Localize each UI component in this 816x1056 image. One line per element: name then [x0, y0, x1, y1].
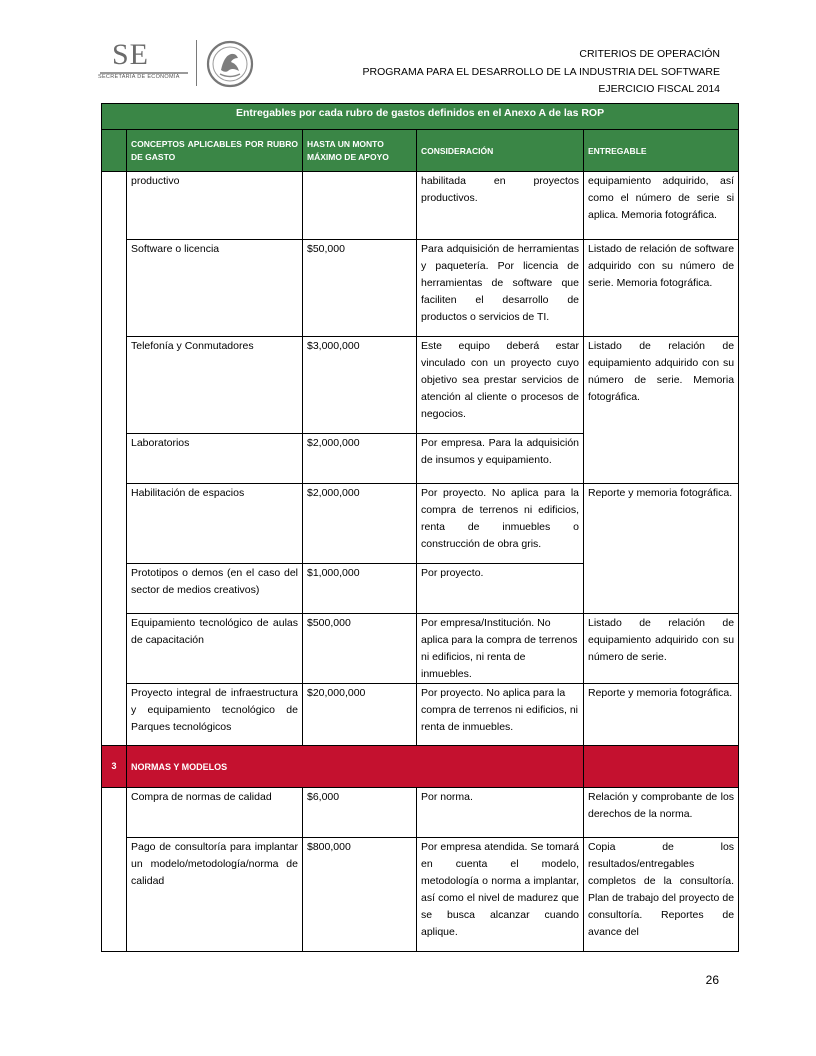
entregable-cell: Copia de los resultados/entregables completos de la consultoría. Plan de trabajo del proyecto de consultoría. Reportes de avance del — [584, 838, 739, 952]
consideracion-cell: Para adquisición de herramientas y paquetería. Por licencia de herramientas de software que faciliten el desarrollo de productos o servicios de TI. — [417, 240, 584, 337]
table-row — [102, 614, 739, 684]
table-row — [102, 337, 739, 434]
monto-cell: $6,000 — [303, 788, 417, 838]
consideracion-cell: Por proyecto. — [417, 564, 584, 614]
entregable-cell: Listado de relación de software adquirido con su número de serie. Memoria fotográfica. — [584, 240, 739, 337]
monto-cell: $20,000,000 — [303, 684, 417, 746]
monto-cell: $50,000 — [303, 240, 417, 337]
entregable-cell: Relación y comprobante de los derechos de la norma. — [584, 788, 739, 838]
page-number: 26 — [705, 973, 719, 987]
monto-cell: $2,000,000 — [303, 434, 417, 484]
monto-cell: $3,000,000 — [303, 337, 417, 434]
se-logo-subtitle: SECRETARÍA DE ECONOMÍA — [98, 74, 180, 80]
header-entregable: ENTREGABLE — [584, 130, 739, 172]
consideracion-cell: Por proyecto. No aplica para la compra de terrenos ni edificios, renta de inmuebles o construcción de obra gris. — [417, 484, 584, 564]
monto-cell: $2,000,000 — [303, 484, 417, 564]
header-line-1: CRITERIOS DE OPERACIÓN — [579, 48, 720, 60]
se-logo-text: SE — [112, 38, 150, 71]
consideracion-cell: Por empresa. Para la adquisición de insumos y equipamiento. — [417, 434, 584, 484]
entregable-cell: Listado de relación de equipamiento adquirido con su número de serie. Memoria fotográfica. — [584, 337, 739, 484]
table-row — [102, 838, 739, 952]
entregable-cell: Reporte y memoria fotográfica. — [584, 484, 739, 614]
table-row — [102, 684, 739, 746]
row-num-cell — [102, 172, 127, 746]
concepto-cell: Compra de normas de calidad — [127, 788, 303, 838]
consideracion-cell: Este equipo deberá estar vinculado con un proyecto cuyo objetivo sea prestar servicios de atención al cliente o procesos de negocios. — [417, 337, 584, 434]
entregable-cell: Listado de relación de equipamiento adquirido con su número de serie. — [584, 614, 739, 684]
section-header-row — [102, 746, 739, 788]
mexican-seal-icon — [206, 40, 254, 88]
concepto-cell: Equipamiento tecnológico de aulas de capacitación — [127, 614, 303, 684]
consideracion-cell: habilitada en proyectos productivos. — [417, 172, 584, 240]
concepto-cell: Habilitación de espacios — [127, 484, 303, 564]
header-line-3: EJERCICIO FISCAL 2014 — [598, 83, 720, 95]
table-row — [102, 240, 739, 337]
monto-cell: $500,000 — [303, 614, 417, 684]
consideracion-cell: Por empresa atendida. Se tomará en cuenta el modelo, metodología o norma a implantar, así como el nivel de madurez que se busca alcanzar cuando aplique. — [417, 838, 584, 952]
header-line-2: PROGRAMA PARA EL DESARROLLO DE LA INDUSTRIA DEL SOFTWARE — [362, 65, 720, 78]
section-title: NORMAS Y MODELOS — [127, 746, 584, 788]
concepto-cell: productivo — [127, 172, 303, 240]
document-header — [363, 46, 720, 99]
concepto-cell: Pago de consultoría para implantar un modelo/metodología/norma de calidad — [127, 838, 303, 952]
table-header-row — [102, 130, 739, 172]
header-consideracion: CONSIDERACIÓN — [417, 130, 584, 172]
monto-cell — [303, 172, 417, 240]
consideracion-cell: Por norma. — [417, 788, 584, 838]
entregable-cell: equipamiento adquirido, así como el número de serie si aplica. Memoria fotográfica. — [584, 172, 739, 240]
table-row — [102, 172, 739, 240]
section-blank-cell — [584, 746, 739, 788]
table-title: Entregables por cada rubro de gastos definidos en el Anexo A de las ROP — [102, 104, 739, 130]
monto-cell: $1,000,000 — [303, 564, 417, 614]
header-concepto: CONCEPTOS APLICABLES POR RUBRO DE GASTO — [127, 130, 303, 172]
logo-divider — [196, 40, 197, 86]
concepto-cell: Proyecto integral de infraestructura y equipamiento tecnológico de Parques tecnológicos — [127, 684, 303, 746]
entregables-table — [101, 103, 739, 952]
table-row — [102, 788, 739, 838]
concepto-cell: Prototipos o demos (en el caso del sector de medios creativos) — [127, 564, 303, 614]
consideracion-cell: Por proyecto. No aplica para la compra de terrenos ni edificios, ni renta de inmuebles. — [417, 684, 584, 746]
entregable-cell: Reporte y memoria fotográfica. — [584, 684, 739, 746]
table-row — [102, 484, 739, 564]
header-num-cell — [102, 130, 127, 172]
consideracion-cell: Por empresa/Institución. No aplica para la compra de terrenos ni edificios, ni renta de inmuebles. — [417, 614, 584, 684]
section-number: 3 — [102, 746, 127, 788]
monto-cell: $800,000 — [303, 838, 417, 952]
concepto-cell: Laboratorios — [127, 434, 303, 484]
concepto-cell: Software o licencia — [127, 240, 303, 337]
concepto-cell: Telefonía y Conmutadores — [127, 337, 303, 434]
row-num-cell — [102, 788, 127, 952]
header-monto: HASTA UN MONTO MÁXIMO DE APOYO — [303, 130, 417, 172]
